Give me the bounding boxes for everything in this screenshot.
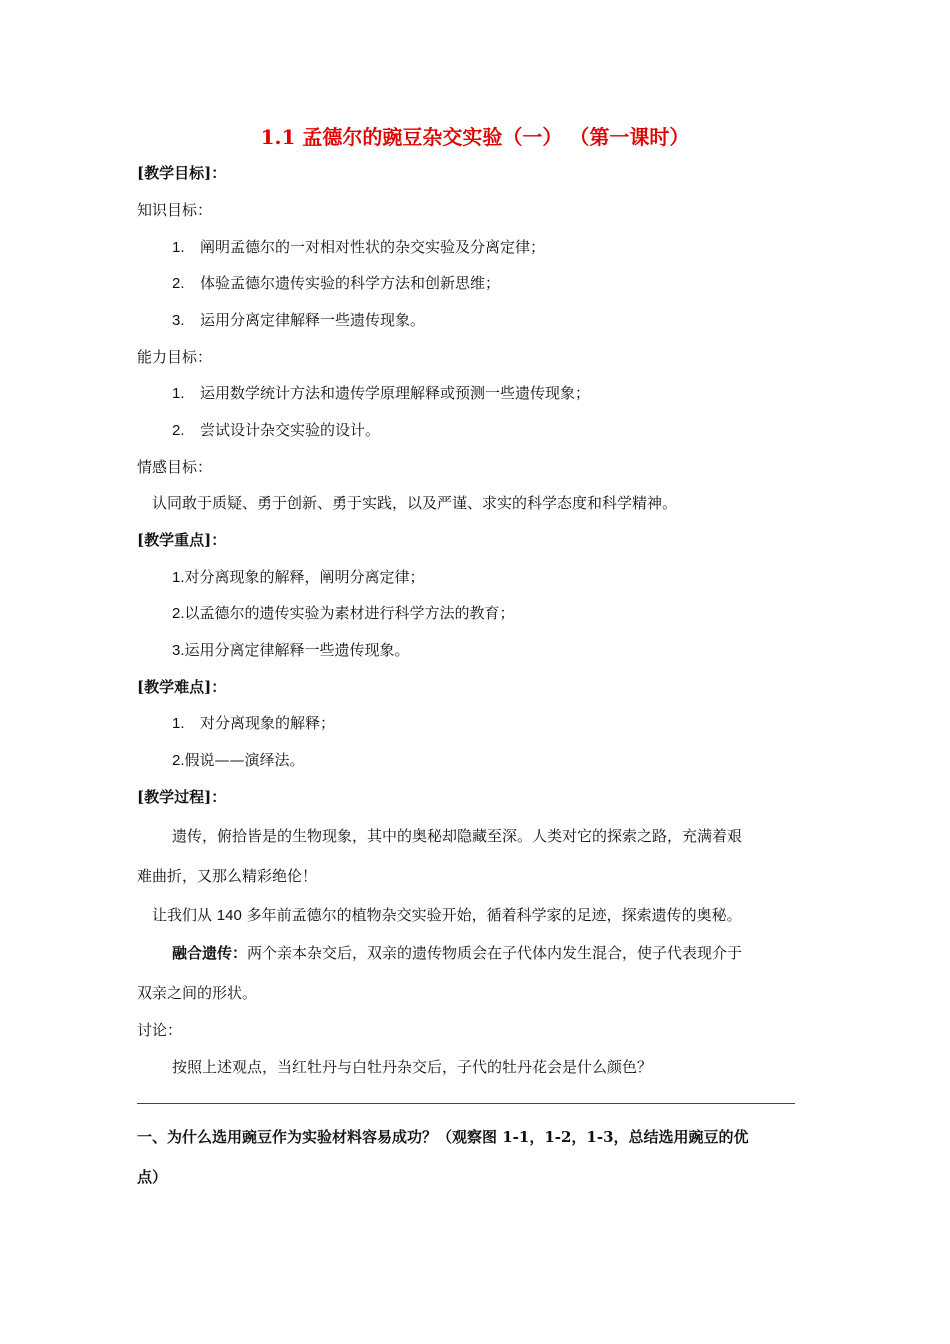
list-item-text: 阐明孟德尔的一对相对性状的杂交实验及分离定律； [200, 238, 546, 256]
key-point-item-3 [172, 640, 410, 661]
list-number: 1. [172, 385, 185, 402]
list-number: 3. [172, 312, 185, 329]
blending-inheritance-text: 两个亲本杂交后，双亲的遗传物质会在子代体内发生混合，使子代表现介于 [247, 944, 743, 962]
list-number: 3. [172, 642, 185, 659]
process-heading: [教学过程]： [137, 788, 227, 806]
knowledge-item-2 [172, 273, 500, 294]
list-item-text: 运用分离定律解释一些遗传现象。 [184, 641, 410, 659]
blending-inheritance-label: 融合遗传： [172, 944, 248, 962]
key-point-item-2 [172, 603, 515, 624]
process-paragraph-1-line-1: 遗传，俯拾皆是的生物现象，其中的奥秘却隐藏至深。人类对它的探索之路，充满着艰 [172, 827, 743, 845]
process-paragraph-1-line-2: 难曲折，又那么精彩绝伦！ [137, 867, 318, 885]
discussion-question: 按照上述观点，当红牡丹与白牡丹杂交后，子代的牡丹花会是什么颜色？ [172, 1058, 653, 1076]
difficult-points-heading: [教学难点]： [137, 678, 227, 696]
section-1-heading-line-2: 点） [137, 1168, 168, 1186]
document-title: 1.1 孟德尔的豌豆杂交实验（一） （第一课时） [260, 125, 690, 149]
discussion-label: 讨论： [137, 1021, 183, 1039]
objectives-heading: [教学目标]： [137, 164, 227, 182]
key-point-item-1 [172, 567, 425, 588]
ability-objectives-label: 能力目标： [137, 348, 213, 366]
list-number: 2. [172, 275, 185, 292]
knowledge-item-1 [172, 237, 545, 258]
ability-item-1 [172, 383, 590, 404]
blending-inheritance-line-2: 双亲之间的形状。 [137, 984, 258, 1002]
list-number: 2. [172, 605, 185, 622]
process-paragraph-2 [152, 905, 742, 926]
emotion-objectives-text: 认同敢于质疑、勇于创新、勇于实践，以及严谨、求实的科学态度和科学精神。 [152, 494, 678, 512]
list-number: 1. [172, 569, 185, 586]
list-item-text: 对分离现象的解释，阐明分离定律； [184, 568, 425, 586]
paragraph-text: 让我们从 [152, 906, 217, 924]
list-item-text: 以孟德尔的遗传实验为素材进行科学方法的教育； [184, 604, 515, 622]
list-number: 1. [172, 715, 185, 732]
ability-item-2 [172, 420, 380, 441]
difficult-point-item-1 [172, 713, 335, 734]
horizontal-divider [137, 1103, 795, 1104]
list-item-text: 尝试设计杂交实验的设计。 [200, 421, 381, 439]
list-item-text: 体验孟德尔遗传实验的科学方法和创新思维； [200, 274, 501, 292]
key-points-heading: [教学重点]： [137, 531, 227, 549]
paragraph-text: 多年前孟德尔的植物杂交实验开始，循着科学家的足迹，探索遗传的奥秘。 [241, 906, 742, 924]
knowledge-objectives-label: 知识目标： [137, 201, 213, 219]
knowledge-item-3 [172, 310, 425, 331]
emotion-objectives-label: 情感目标： [137, 458, 213, 476]
blending-inheritance-line-1 [172, 943, 742, 963]
list-number: 1. [172, 239, 185, 256]
paragraph-number: 140 [216, 907, 242, 924]
difficult-point-item-2 [172, 750, 305, 771]
list-item-text: 对分离现象的解释； [200, 714, 336, 732]
section-1-heading-line-1: 一、为什么选用豌豆作为实验材料容易成功？（观察图 1-1，1-2，1-3，总结选用豌豆的优 [137, 1128, 749, 1146]
list-item-text: 运用数学统计方法和遗传学原理解释或预测一些遗传现象； [200, 384, 591, 402]
list-item-text: 运用分离定律解释一些遗传现象。 [200, 311, 426, 329]
list-number: 2. [172, 422, 185, 439]
list-number: 2. [172, 752, 185, 769]
list-item-text: 假说——演绎法。 [184, 751, 305, 769]
